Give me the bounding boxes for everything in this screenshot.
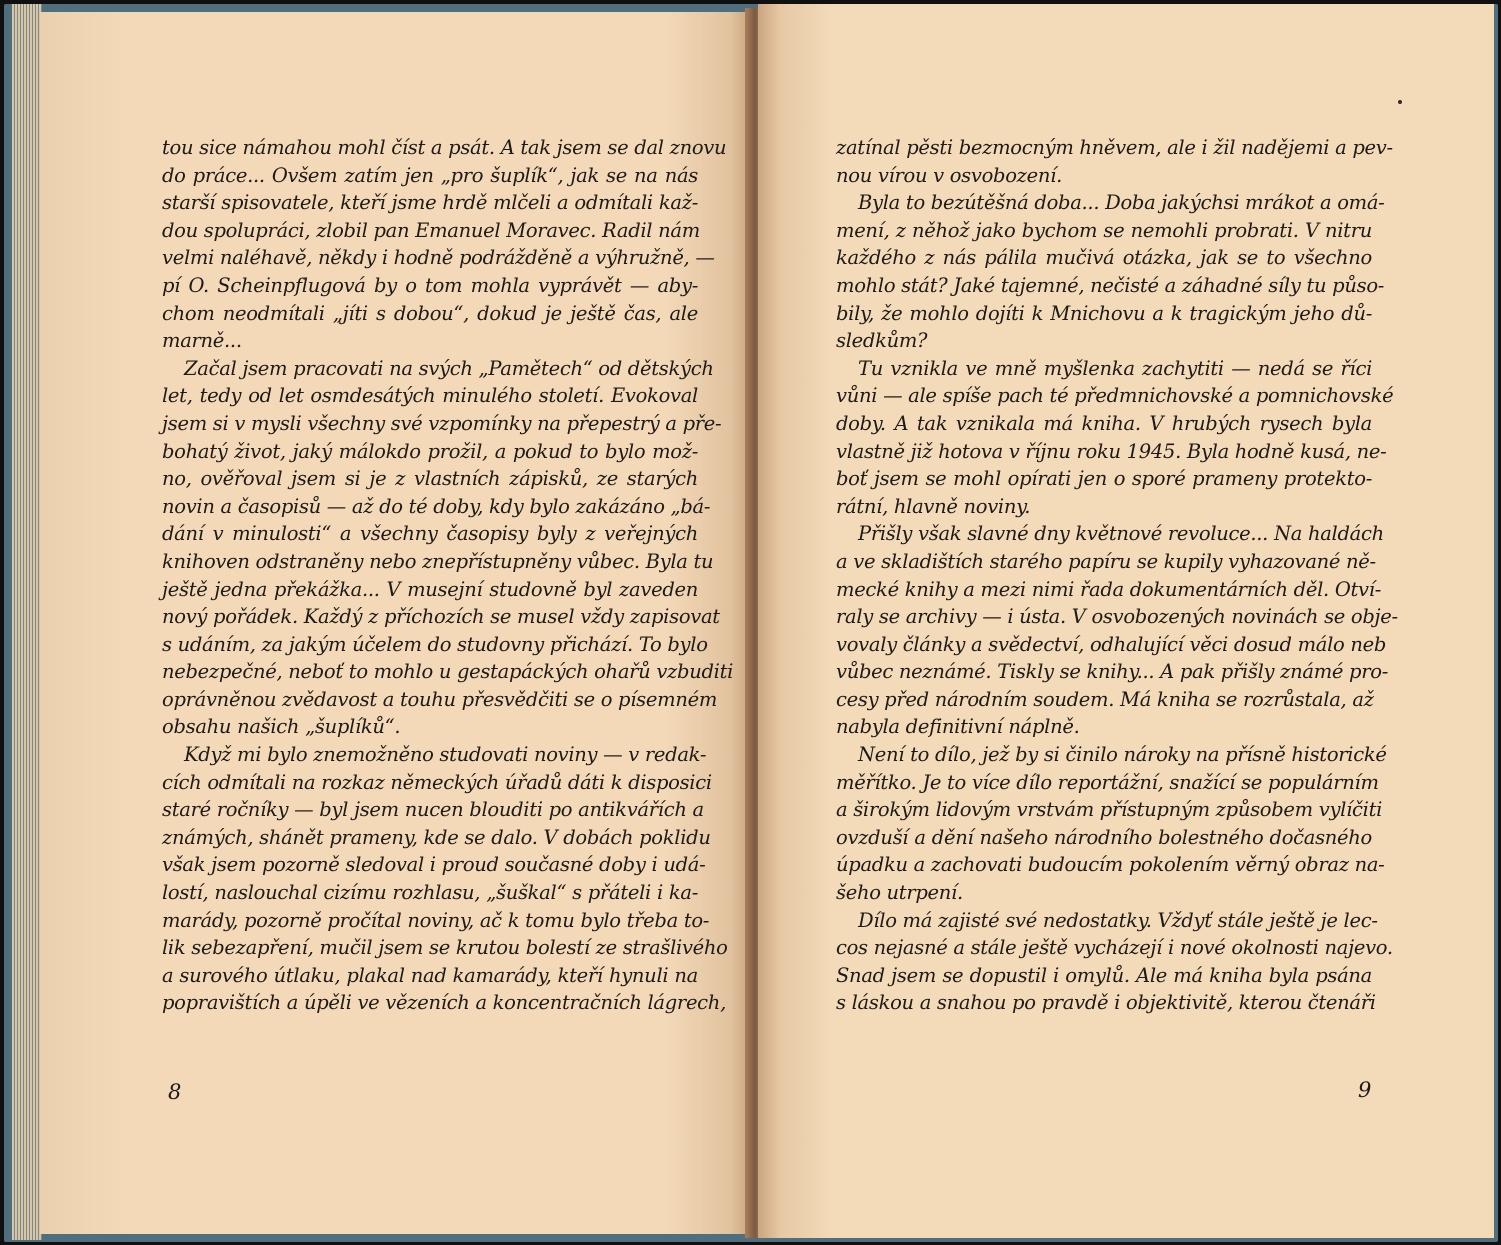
right-page-number: 9 — [1358, 1078, 1372, 1102]
text-line: vůni — ale spíše pach té předmnichovské a pomnichovské — [836, 384, 1394, 408]
text-line: a surového útlaku, plakal nad kamarády, kteří hynuli na — [162, 963, 698, 987]
text-line: cos nejasné a stále ještě vycházejí i nové okolnosti najevo. — [836, 936, 1393, 960]
text-line: Když mi bylo znemožněno studovati noviny — v redak- — [184, 743, 707, 767]
text-line: velmi naléhavě, někdy i hodně podrážděně a výhružně, — — [162, 246, 715, 270]
text-line: do práce... Ovšem zatím jen „pro šuplík“, jak se na nás — [162, 163, 698, 187]
text-line: každého z nás pálila mučivá otázka, jak se to všechno — [836, 246, 1372, 270]
text-line: Začal jsem pracovati na svých „Pamětech“ od dětských — [184, 356, 714, 380]
text-line: pí O. Scheinpflugová by o tom mohla vyprávět — aby- — [162, 273, 698, 297]
text-line: mohlo stát? Jaké tajemné, nečisté a záhadné síly tu půso- — [836, 273, 1385, 297]
right-page — [758, 4, 1494, 1238]
text-line: Přišly však slavné dny květnové revoluce... Na haldách — [858, 522, 1384, 546]
text-line: nový pořádek. Každý z příchozích se musel vždy zapisovat — [162, 605, 720, 629]
text-line: staré ročníky — byl jsem nucen blouditi po antikvářích a — [162, 798, 704, 822]
text-line: boť jsem se mohl opírati jen o sporé prameny protekto- — [836, 467, 1372, 491]
text-line: dou spolupráci, zlobil pan Emanuel Moravec. Radil nám — [162, 218, 700, 242]
text-line: vůbec neznámé. Tiskly se knihy... A pak přišly známé pro- — [836, 660, 1388, 684]
text-line: novin a časopisů — až do té doby, kdy bylo zakázáno „bá- — [162, 494, 711, 518]
text-line: známých, shánět prameny, kde se dalo. V dobách poklidu — [162, 825, 711, 849]
text-line: marně... — [162, 329, 242, 353]
text-line: raly se archivy — i ústa. V osvobozených novinách se obje- — [836, 605, 1398, 629]
paragraph — [836, 907, 1393, 1017]
text-line: nou vírou v osvobození. — [836, 163, 1062, 187]
text-line: mecké knihy a mezi nimi řada dokumentárních děl. Otví- — [836, 577, 1381, 601]
text-line: ještě jedna překážka... V musejní studovně byl zaveden — [162, 577, 698, 601]
text-line: bily, že mohlo dojíti k Mnichovu a k tragickým jeho dů- — [836, 301, 1372, 325]
page-edges — [12, 4, 42, 1240]
text-line: popravištích a úpěli ve vězeních a koncentračních lágrech, — [162, 991, 726, 1015]
text-line: Byla to bezútěšná doba... Doba jakýchsi mrákot a omá- — [858, 191, 1385, 215]
text-line: obsahu našich „šuplíků“. — [162, 715, 401, 739]
text-line: starší spisovatele, kteří jsme hrdě mlčeli a odmítali kaž- — [162, 191, 698, 215]
ink-speck — [1398, 100, 1402, 104]
text-line: s udáním, za jakým účelem do studovny přichází. To bylo — [162, 632, 708, 656]
text-line: lik sebezapření, mučil jsem se krutou bolestí ze strašlivého — [162, 936, 728, 960]
text-line: mení, z něhož jako bychom se nemohli probrati. V nitru — [836, 218, 1372, 242]
text-line: doby. A tak vznikala má kniha. V hrubých rysech byla — [836, 411, 1372, 435]
text-line: cích odmítali na rozkaz německých úřadů dáti k disposici — [162, 770, 712, 794]
text-line: let, tedy od let osmdesátých minulého století. Evokoval — [162, 384, 698, 408]
paragraph — [836, 189, 1385, 355]
text-line: no, ověřoval jsem si je z vlastních zápisků, ze starých — [162, 467, 698, 491]
text-line: lostí, naslouchal cizímu rozhlasu, „šuškal“ s přáteli i ka- — [162, 881, 698, 905]
paragraph — [836, 741, 1387, 907]
text-line: oprávněnou zvědavost a touhu přesvědčiti se o písemném — [162, 687, 718, 711]
text-line: Dílo má zajisté své nedostatky. Vždyť stále ještě je lec- — [858, 908, 1378, 932]
text-line: měřítko. Je to více dílo reportážní, snažící se populárním — [836, 770, 1379, 794]
text-line: tou sice námahou mohl číst a psát. A tak jsem se dal znovu — [162, 136, 727, 159]
right-page-text — [836, 134, 1398, 1017]
text-line: šeho utrpení. — [836, 881, 963, 905]
text-line: Tu vznikla ve mně myšlenka zachytiti — nedá se říci — [858, 356, 1372, 380]
text-line: cesy před národním soudem. Má kniha se rozrůstala, až — [836, 687, 1374, 711]
text-line: rátní, hlavně noviny. — [836, 494, 1031, 518]
paragraph — [162, 741, 728, 1017]
text-line: sledkům? — [836, 329, 928, 353]
text-line: marády, pozorně pročítal noviny, ač k tomu bylo třeba to- — [162, 908, 710, 932]
text-line: zatínal pěsti bezmocným hněvem, ale i žil nadějemi a pev- — [836, 136, 1393, 159]
text-line: dání v minulosti“ a všechny časopisy byly z veřejných — [162, 522, 698, 546]
text-line: knihoven odstraněny nebo znepřístupněny vůbec. Byla tu — [162, 549, 714, 573]
text-line: a širokým lidovým vrstvám přístupným způsobem vylíčiti — [836, 798, 1383, 822]
paragraph — [162, 134, 727, 355]
text-line: nebezpečné, neboť to mohlo u gestapáckých ohařů vzbuditi — [162, 660, 734, 684]
text-line: však jsem pozorně sledoval i proud současné doby i udá- — [162, 853, 706, 877]
paragraph — [836, 134, 1393, 189]
text-line: jsem si v mysli všechny své vzpomínky na přepestrý a pře- — [162, 411, 722, 435]
text-line: vovaly články a svědectví, odhalující věci dosud málo neb — [836, 632, 1387, 656]
text-line: bohatý život, jaký málokdo prožil, a pokud to bylo mož- — [162, 439, 698, 463]
text-line: a ve skladištích starého papíru se kupily vyhazované ně- — [836, 549, 1376, 573]
text-line: nabyla definitivní náplně. — [836, 715, 1080, 739]
text-line: Není to dílo, jež by si činilo nároky na přísně historické — [858, 743, 1387, 767]
left-page-number: 8 — [168, 1080, 182, 1104]
paragraph — [836, 520, 1398, 741]
left-page-text — [162, 134, 734, 1017]
paragraph — [836, 355, 1394, 521]
text-line: vlastně již hotova v říjnu roku 1945. Byla hodně kusá, ne- — [836, 439, 1387, 463]
paragraph — [162, 355, 734, 741]
left-page — [40, 12, 752, 1234]
text-line: chom neodmítali „jíti s dobou“, dokud je ještě čas, ale — [162, 301, 698, 325]
text-line: Snad jsem se dopustil i omylů. Ale má kniha byla psána — [836, 963, 1372, 987]
text-line: s láskou a snahou po pravdě i objektivitě, kterou čtenáři — [836, 991, 1376, 1015]
text-line: ovzduší a dění našeho národního bolestného dočasného — [836, 825, 1372, 849]
text-line: úpadku a zachovati budoucím pokolením věrný obraz na- — [836, 853, 1385, 877]
